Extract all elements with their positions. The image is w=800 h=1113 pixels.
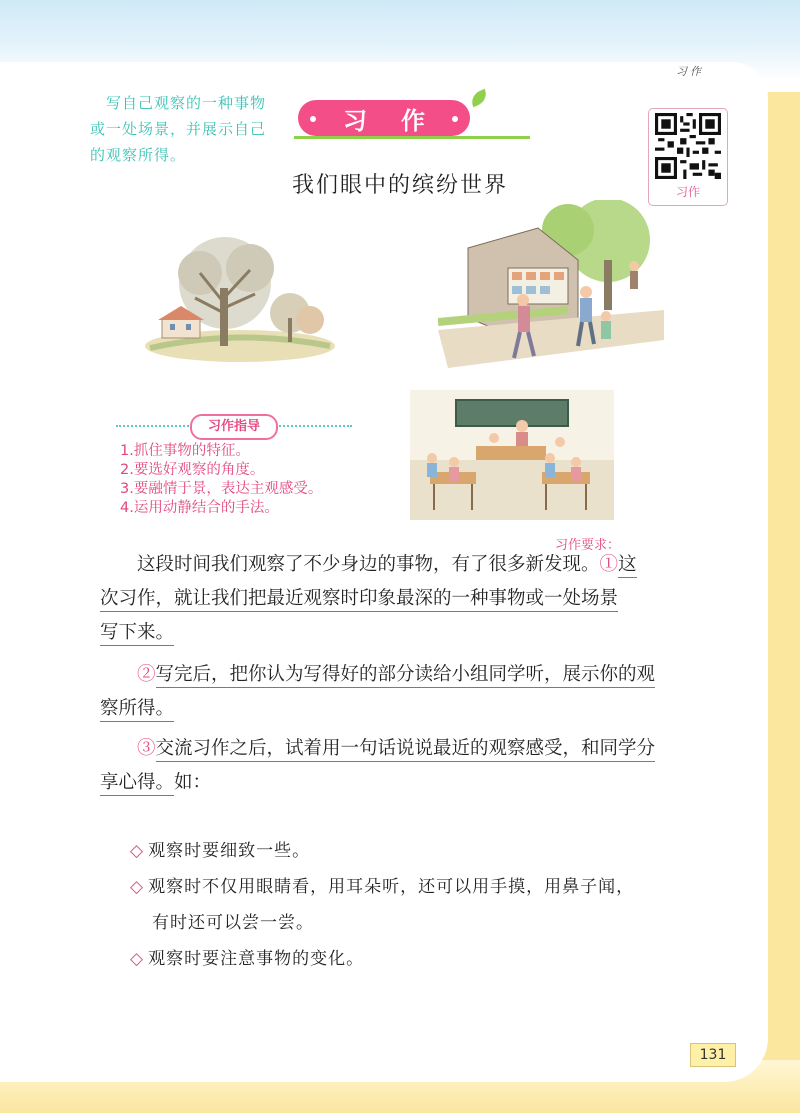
qr-code-icon (655, 113, 721, 179)
guide-list (120, 442, 322, 518)
newsstand-illustration (438, 200, 664, 370)
tip-item (130, 833, 690, 869)
guide-item: 3.要融情于景，表达主观感受。 (120, 481, 323, 497)
autumn-tree-illustration (140, 228, 340, 368)
p2-underlined-b: 察所得。 (100, 698, 174, 722)
p1-text: 这段时间我们观察了不少身边的事物，有了很多新发现。 (137, 554, 600, 575)
paragraph-1 (100, 548, 670, 650)
p1-underlined-c: 写下来。 (100, 622, 174, 646)
guide-item: 2.要选好观察的角度。 (120, 462, 265, 478)
diamond-icon: ◇ (130, 841, 145, 861)
diamond-icon: ◇ (130, 949, 145, 969)
section-banner (298, 100, 480, 138)
p3-underlined-b: 享心得。 (100, 772, 174, 796)
p2-underlined-a: 写完后，把你认为写得好的部分读给小组同学听，展示你的观 (156, 664, 656, 688)
paragraph-3 (100, 732, 670, 800)
banner-underline (294, 136, 530, 139)
p1-underlined-b: 次习作，就让我们把最近观察时印象最深的一种事物或一处场景 (100, 588, 618, 612)
guide-tag: 习作指导 (190, 414, 278, 440)
tip-item-continuation: 有时还可以尝一尝。 (152, 913, 314, 933)
paragraph-2 (100, 658, 670, 726)
marker-3: ③ (137, 738, 156, 759)
diamond-icon: ◇ (130, 877, 145, 897)
p3-underlined-a: 交流习作之后，试着用一句话说说最近的观察感受，和同学分 (156, 738, 656, 762)
tip-text: 观察时不仅用眼睛看，用耳朵听，还可以用手摸，用鼻子闻， (148, 877, 635, 897)
banner-title: 习作 (343, 107, 459, 135)
marker-1: ① (599, 554, 619, 575)
running-header: 习作 (676, 65, 704, 78)
marker-2: ② (137, 664, 156, 685)
page-number: 131 (690, 1043, 736, 1067)
tip-item (130, 869, 690, 905)
p3-tail: 如： (174, 772, 212, 793)
requirement-label: 习作要求： (555, 538, 621, 553)
guide-item: 1.抓住事物的特征。 (120, 443, 250, 459)
p1-underlined-a: 这 (618, 554, 637, 578)
tip-item (130, 941, 690, 977)
tip-text: 观察时要注意事物的变化。 (148, 949, 365, 969)
guide-item: 4.运用动静结合的手法。 (120, 500, 279, 516)
page-title: 我们眼中的缤纷世界 (291, 173, 508, 198)
example-tips (130, 833, 690, 977)
classroom-illustration (410, 390, 614, 520)
tip-text: 观察时要细致一些。 (148, 841, 311, 861)
qr-code-card[interactable] (648, 108, 728, 206)
intro-note: 写自己观察的一种事物或一处场景，并展示自己的观察所得。 (90, 94, 267, 164)
qr-code-label: 习作 (675, 185, 700, 199)
